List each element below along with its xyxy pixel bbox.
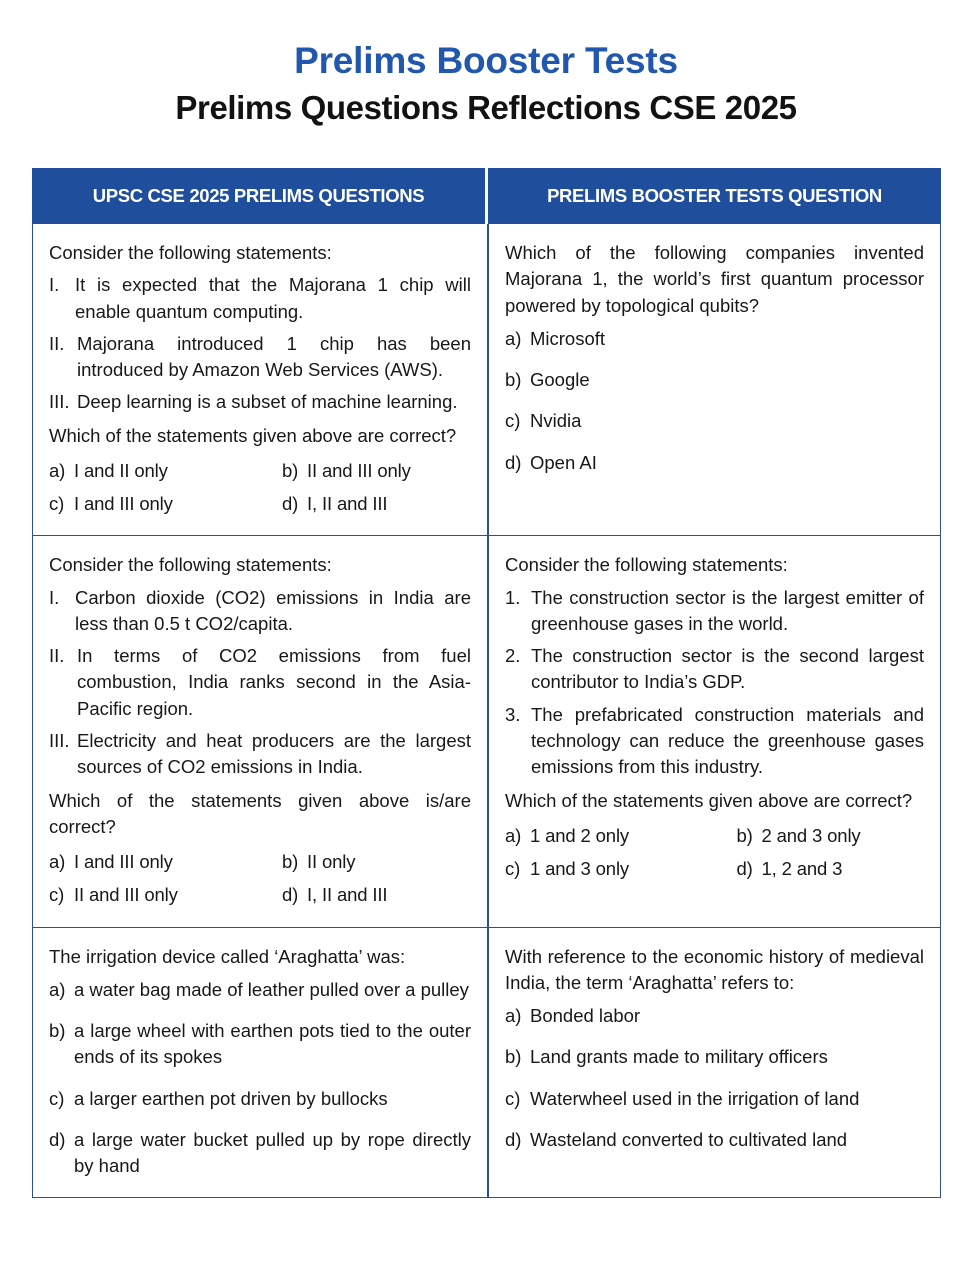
option-c[interactable]: [49, 491, 260, 517]
option-marker: c): [49, 493, 65, 515]
option-marker: a): [505, 824, 522, 846]
option-marker: a): [49, 851, 66, 873]
statement-marker: III.: [49, 391, 70, 413]
option-marker: c): [505, 858, 521, 880]
option-marker: a): [49, 978, 66, 1000]
statement-item: [49, 643, 471, 722]
statement-item: [49, 585, 471, 638]
option-text: Land grants made to military officers: [530, 1046, 828, 1068]
question-cell-left: [32, 224, 488, 536]
question-stem: Consider the following statements:: [505, 554, 788, 576]
question-stem: Which of the following companies invented Majorana 1, the world’s first quantum processor powered by topological qubits?: [505, 242, 924, 316]
option-text: Waterwheel used in the irrigation of land: [530, 1087, 860, 1109]
question-stem: The irrigation device called ‘Araghatta’ was:: [49, 945, 406, 967]
statement-marker: I.: [49, 586, 60, 608]
question-cell-left: [32, 928, 488, 1199]
option-marker: c): [505, 1087, 521, 1109]
question-closing-line: Which of the statements given above is/are correct?: [49, 789, 471, 837]
option-d[interactable]: [49, 1127, 471, 1180]
options-list: [505, 326, 924, 476]
question-closing-line: Which of the statements given above are correct?: [49, 424, 457, 446]
title-block: [0, 0, 972, 126]
option-b[interactable]: [715, 823, 925, 849]
option-text: I and III only: [74, 493, 173, 515]
option-marker: a): [505, 1005, 522, 1027]
option-d[interactable]: [260, 491, 471, 517]
question-closing-line: Which of the statements given above are correct?: [505, 789, 913, 811]
statement-marker: I.: [49, 274, 60, 296]
option-b[interactable]: [49, 1018, 471, 1071]
option-a[interactable]: [505, 1003, 924, 1029]
option-text: 1 and 3 only: [530, 858, 630, 880]
option-marker: b): [736, 824, 753, 846]
statement-marker: III.: [49, 729, 70, 751]
option-text: Open AI: [530, 451, 597, 473]
statement-item: [49, 331, 471, 384]
column-header-upsc-questions: UPSC CSE 2025 PRELIMS QUESTIONS: [32, 168, 488, 224]
column-header-booster-questions: PRELIMS BOOSTER TESTS QUESTION: [488, 168, 941, 224]
option-text: Google: [530, 369, 590, 391]
table-header-row: [32, 168, 941, 224]
option-marker: a): [49, 459, 66, 481]
options-list: [505, 820, 924, 883]
option-b[interactable]: [260, 458, 471, 484]
option-d[interactable]: [505, 450, 924, 476]
statement-list: [505, 585, 924, 781]
option-marker: b): [282, 459, 299, 481]
options-list: [505, 1003, 924, 1153]
option-marker: d): [736, 858, 753, 880]
statement-marker: II.: [49, 332, 65, 354]
statement-item: [49, 272, 471, 325]
option-text: I and III only: [74, 851, 173, 873]
option-c[interactable]: [49, 1086, 471, 1112]
option-text: a large water bucket pulled up by rope directly by hand: [74, 1128, 471, 1177]
option-text: I, II and III: [307, 493, 388, 515]
option-d[interactable]: [505, 1127, 924, 1153]
statement-item: [505, 643, 924, 696]
page-subtitle: Prelims Questions Reflections CSE 2025: [175, 88, 797, 126]
option-c[interactable]: [49, 882, 260, 908]
options-list: [49, 455, 471, 518]
option-b[interactable]: [505, 1044, 924, 1070]
question-stem: With reference to the economic history of medieval India, the term ‘Araghatta’ refers to:: [505, 945, 924, 993]
table-header: [32, 168, 941, 224]
option-marker: d): [49, 1128, 66, 1150]
option-text: II and III only: [74, 884, 178, 906]
option-text: 2 and 3 only: [761, 824, 861, 846]
statement-text: The construction sector is the second largest contributor to India’s GDP.: [531, 645, 924, 693]
statement-marker: II.: [49, 645, 65, 667]
option-marker: d): [505, 451, 522, 473]
statement-list: [49, 585, 471, 781]
statement-text: Majorana introduced 1 chip has been introduced by Amazon Web Services (AWS).: [77, 332, 471, 381]
question-cell-right: [488, 928, 941, 1199]
option-text: 1 and 2 only: [530, 824, 630, 846]
statement-marker: 2.: [505, 645, 521, 667]
statement-text: In terms of CO2 emissions from fuel combustion, India ranks second in the Asia-Pacific region.: [77, 645, 471, 719]
option-d[interactable]: [260, 882, 471, 908]
option-c[interactable]: [505, 856, 715, 882]
table-row: [32, 928, 941, 1199]
option-b[interactable]: [505, 367, 924, 393]
statement-item: [505, 702, 924, 781]
option-a[interactable]: [49, 849, 260, 875]
option-text: a larger earthen pot driven by bullocks: [74, 1087, 388, 1109]
question-cell-right: [488, 536, 941, 927]
option-marker: d): [282, 884, 299, 906]
table-row: [32, 536, 941, 927]
option-marker: c): [49, 884, 65, 906]
option-a[interactable]: [505, 326, 924, 352]
option-d[interactable]: [715, 856, 925, 882]
questions-comparison-table: [32, 168, 941, 1198]
option-text: a water bag made of leather pulled over a pulley: [74, 978, 469, 1000]
option-text: 1, 2 and 3: [761, 858, 843, 880]
statement-text: Electricity and heat producers are the largest sources of CO2 emissions in India.: [77, 729, 471, 778]
option-text: II only: [307, 851, 356, 873]
option-c[interactable]: [505, 1086, 924, 1112]
statement-text: Deep learning is a subset of machine learning.: [77, 391, 458, 413]
option-text: Nvidia: [530, 410, 582, 432]
option-marker: b): [282, 851, 299, 873]
option-marker: c): [49, 1087, 65, 1109]
statement-marker: 3.: [505, 703, 521, 725]
option-a[interactable]: [505, 823, 715, 849]
option-b[interactable]: [260, 849, 471, 875]
option-marker: c): [505, 410, 521, 432]
statement-marker: 1.: [505, 586, 521, 608]
option-marker: a): [505, 327, 522, 349]
options-list: [49, 977, 471, 1180]
option-text: Bonded labor: [530, 1005, 641, 1027]
option-text: a large wheel with earthen pots tied to the outer ends of its spokes: [74, 1020, 471, 1068]
option-marker: d): [505, 1128, 522, 1150]
page-title: Prelims Booster Tests: [294, 40, 678, 81]
statement-text: The prefabricated construction materials and technology can reduce the greenhouse gases emissions from this industry.: [531, 703, 924, 778]
option-text: II and III only: [307, 459, 411, 481]
option-text: I and II only: [74, 459, 168, 481]
options-list: [49, 846, 471, 909]
option-marker: d): [282, 493, 299, 515]
option-a[interactable]: [49, 977, 471, 1003]
question-stem: Consider the following statements:: [49, 554, 332, 576]
option-marker: b): [49, 1020, 66, 1042]
question-cell-right: [488, 224, 941, 536]
statement-text: Carbon dioxide (CO2) emissions in India are less than 0.5 t CO2/capita.: [75, 586, 471, 634]
option-marker: b): [505, 369, 522, 391]
question-cell-left: [32, 536, 488, 927]
option-text: Wasteland converted to cultivated land: [530, 1128, 848, 1150]
question-stem: Consider the following statements:: [49, 242, 332, 263]
statement-item: [49, 389, 471, 415]
table-body: [32, 224, 941, 1198]
statement-list: [49, 272, 471, 415]
statement-item: [49, 728, 471, 781]
option-text: Microsoft: [530, 327, 606, 349]
option-text: I, II and III: [307, 884, 388, 906]
statement-text: The construction sector is the largest emitter of greenhouse gases in the world.: [531, 586, 924, 634]
statement-text: It is expected that the Majorana 1 chip will enable quantum computing.: [75, 274, 471, 322]
option-a[interactable]: [49, 458, 260, 484]
option-c[interactable]: [505, 408, 924, 434]
table-row: [32, 224, 941, 536]
statement-item: [505, 585, 924, 638]
option-marker: b): [505, 1046, 522, 1068]
